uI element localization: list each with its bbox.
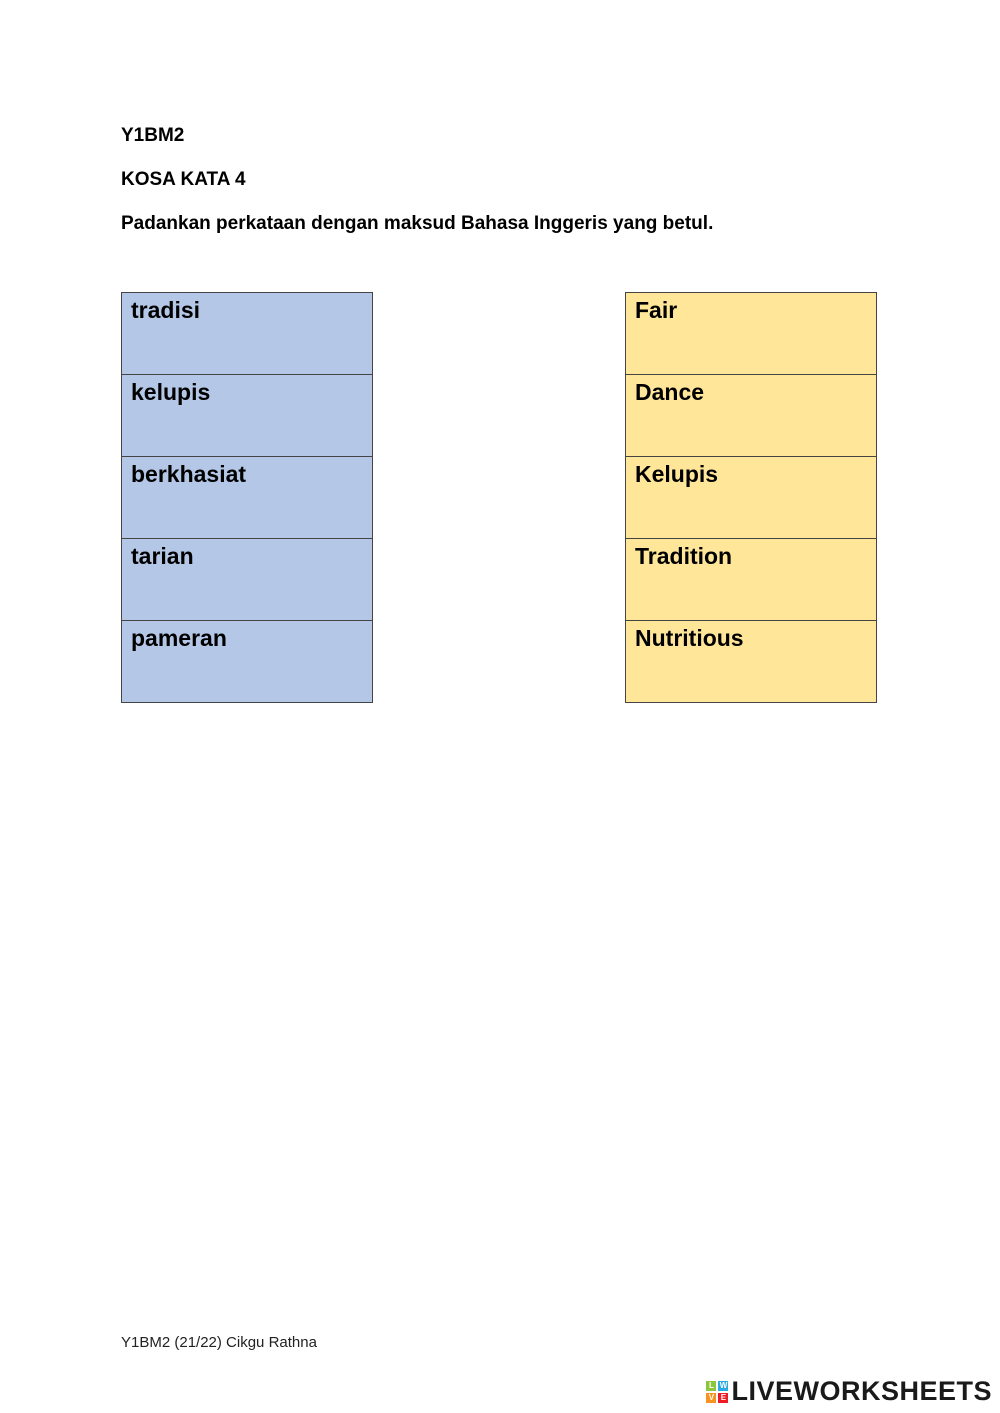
brand-name: LIVEWORKSHEETS xyxy=(731,1376,992,1406)
english-word-box[interactable]: Tradition xyxy=(625,538,877,621)
footer-text: Y1BM2 (21/22) Cikgu Rathna xyxy=(121,1334,317,1351)
logo-tile: L xyxy=(706,1381,716,1391)
malay-word-box[interactable]: kelupis xyxy=(121,374,373,457)
logo-tile: V xyxy=(706,1393,716,1403)
liveworksheets-brand xyxy=(706,1376,992,1407)
english-words-column xyxy=(625,292,877,703)
malay-words-column xyxy=(121,292,373,703)
english-word-box[interactable]: Dance xyxy=(625,374,877,457)
malay-word-box[interactable]: pameran xyxy=(121,620,373,703)
english-word-box[interactable]: Fair xyxy=(625,292,877,375)
malay-word-box[interactable]: tradisi xyxy=(121,292,373,375)
logo-tile: E xyxy=(718,1393,728,1403)
english-word-box[interactable]: Nutritious xyxy=(625,620,877,703)
logo-tile: W xyxy=(719,1380,728,1390)
worksheet-subtitle: KOSA KATA 4 xyxy=(121,169,246,190)
worksheet-code: Y1BM2 xyxy=(121,125,185,146)
worksheet-instruction: Padankan perkataan dengan maksud Bahasa Inggeris yang betul. xyxy=(121,213,714,234)
english-word-box[interactable]: Kelupis xyxy=(625,456,877,539)
malay-word-box[interactable]: berkhasiat xyxy=(121,456,373,539)
liveworksheets-logo-icon xyxy=(706,1381,728,1403)
malay-word-box[interactable]: tarian xyxy=(121,538,373,621)
